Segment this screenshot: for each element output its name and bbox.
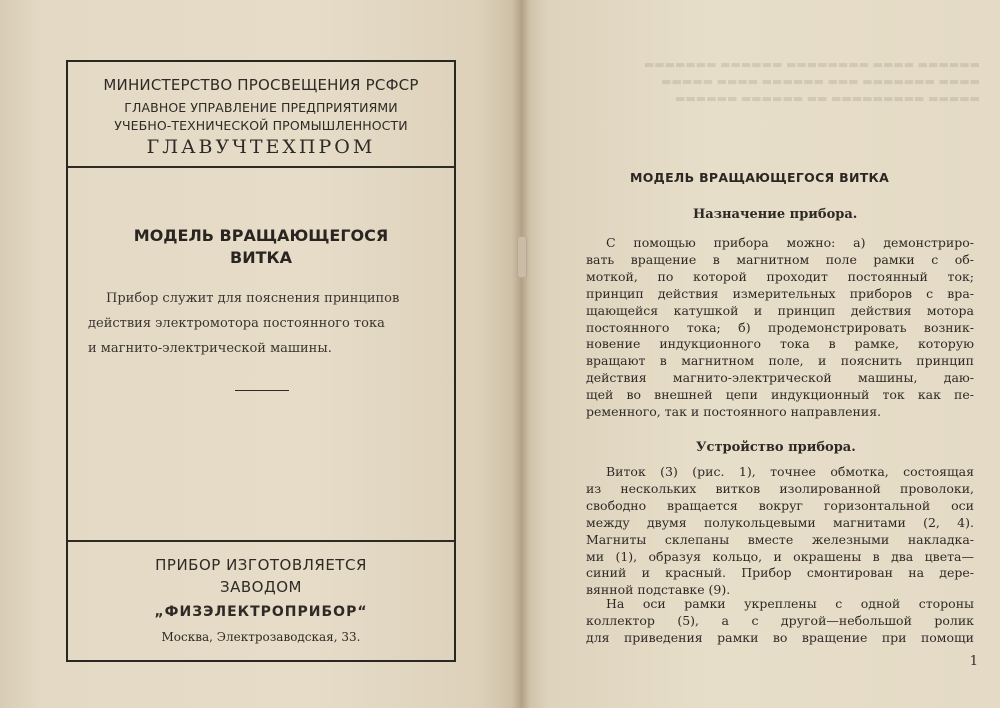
text-line: ременного, так и постоянного направления.: [586, 404, 882, 420]
page-number: 1: [969, 654, 978, 669]
directorate-line-1: ГЛАВНОЕ УПРАВЛЕНИЕ ПРЕДПРИЯТИЯМИ: [124, 100, 398, 115]
binding-gutter: [512, 0, 530, 708]
staple: [517, 236, 527, 278]
section-heading-purpose: Назначение прибора.: [693, 207, 858, 222]
description-line: и магнито-электрической машины.: [88, 341, 332, 356]
text-line: между двумя полукольцевыми магнитами (2, 4).: [586, 514, 974, 530]
text-line: С помощью прибора можно: а) демонстриро-: [606, 235, 974, 250]
text-line: для приведения рамки во вращение при помощи: [586, 629, 974, 645]
text-line: вращают в магнитном поле, и пояснить принцип: [586, 353, 974, 369]
description-line: действия электромотора постоянного тока: [88, 316, 385, 331]
ministry-name: МИНИСТЕРСТВО ПРОСВЕЩЕНИЯ РСФСР: [103, 76, 419, 94]
text-line: синий и красный. Прибор смонтирован на дере-: [586, 565, 974, 581]
text-line: моткой, по которой проходит постоянный ток;: [586, 268, 974, 284]
text-line: Магниты склепаны вместе железными накладка-: [586, 531, 974, 547]
text-line: постоянного тока; б) продемонстрировать возник-: [586, 319, 974, 335]
section-construction-text: [586, 464, 974, 599]
maker-divider: [68, 540, 454, 542]
text-line: На оси рамки укреплены с одной стороны: [606, 596, 974, 611]
text-page: [520, 0, 1000, 708]
section-purpose-text: [586, 235, 974, 421]
cover-title-line-2: ВИТКА: [230, 248, 292, 267]
text-line: из нескольких витков изолированной проволоки,: [586, 480, 974, 496]
factory-name: „ФИЗЭЛЕКТРОПРИБОР“: [154, 604, 368, 620]
text-line: принцип действия измерительных приборов с вра-: [586, 285, 974, 301]
text-line: свободно вращается вокруг горизонтальной оси: [586, 497, 974, 513]
section-heading-construction: Устройство прибора.: [696, 440, 856, 455]
text-line: вянной подставке (9).: [586, 582, 731, 598]
cover-frame: [66, 60, 456, 662]
text-line: Виток (3) (рис. 1), точнее обмотка, состоящая: [606, 464, 974, 479]
show-through-text: ▬▬▬▬▬▬ ▬▬▬▬ ▬▬▬▬▬▬▬▬ ▬▬▬▬▬▬ ▬▬▬▬▬▬▬ ▬▬▬▬ ▬▬▬▬▬▬▬ ▬▬▬ ▬▬▬▬▬▬ ▬▬▬▬ ▬▬▬▬▬ ▬▬▬▬▬ ▬▬▬▬▬▬▬▬▬ ▬▬ ▬▬▬▬▬▬ ▬▬▬▬▬▬: [643, 58, 980, 105]
agency-name: ГЛАВУЧТЕХПРОМ: [146, 136, 376, 158]
short-divider: [235, 390, 289, 391]
text-line: ми (1), образуя кольцо, и окрашены в два цвета—: [586, 548, 974, 564]
section-construction-text-continued: [586, 596, 974, 647]
description-line: Прибор служит для пояснения принципов: [106, 291, 400, 306]
text-line: действия магнито-электрической машины, даю-: [586, 370, 974, 386]
masthead-divider: [68, 166, 454, 168]
cover-title-line-1: МОДЕЛЬ ВРАЩАЮЩЕГОСЯ: [133, 226, 389, 245]
text-line: новение индукционного тока в рамке, которую: [586, 336, 974, 352]
maker-line-1: ПРИБОР ИЗГОТОВЛЯЕТСЯ: [155, 556, 367, 574]
text-line: щающейся катушкой и принцип действия мотора: [586, 302, 974, 318]
maker-line-2: ЗАВОДОМ: [220, 578, 302, 596]
text-line: коллектор (5), а с другой—небольшой ролик: [586, 612, 974, 628]
text-line: вать вращение в магнитном поле рамки с об-: [586, 251, 974, 267]
directorate-line-2: УЧЕБНО-ТЕХНИЧЕСКОЙ ПРОМЫШЛЕННОСТИ: [114, 118, 408, 133]
page-title: МОДЕЛЬ ВРАЩАЮЩЕГОСЯ ВИТКА: [630, 170, 890, 185]
text-line: щей во внешней цепи индукционный ток как пе-: [586, 387, 974, 403]
cover-description: [88, 286, 434, 361]
factory-address: Москва, Электрозаводская, 33.: [161, 630, 361, 644]
